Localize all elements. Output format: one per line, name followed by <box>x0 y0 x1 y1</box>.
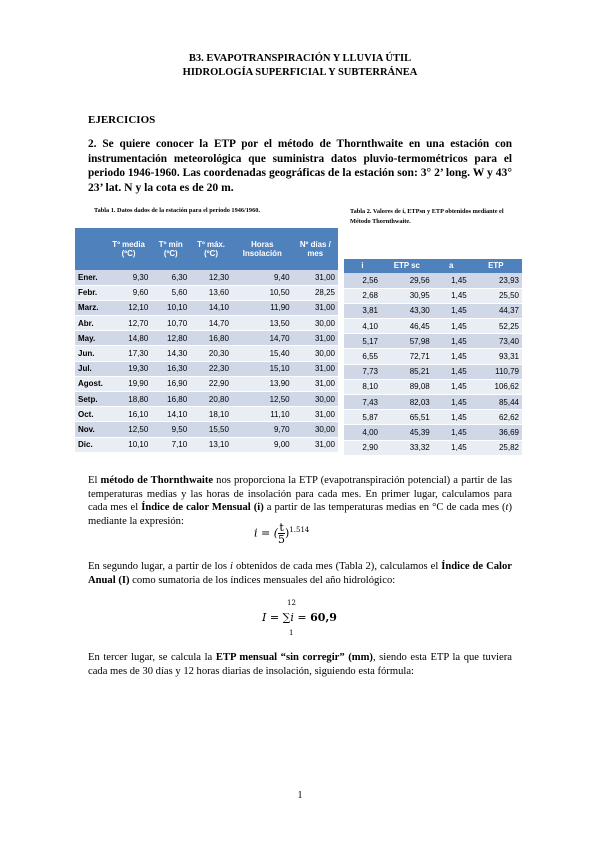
table-cell: 89,08 <box>381 379 433 394</box>
table-cell: 43,30 <box>381 303 433 318</box>
table-row <box>344 288 522 303</box>
table-cell: 6,55 <box>344 349 381 364</box>
section-title: EJERCICIOS <box>88 114 156 126</box>
table-cell: 93,31 <box>470 349 522 364</box>
table-cell: 13,50 <box>232 316 293 331</box>
formula1-rhs: ) <box>285 526 290 540</box>
para2-text-3: como sumatoria de los índices mensuales del año hidrológico: <box>129 574 396 586</box>
table-cell: 9,60 <box>106 285 151 300</box>
table-cell: 11,10 <box>232 407 293 422</box>
table-row <box>344 319 522 334</box>
table-row <box>344 273 522 288</box>
table-cell: 46,45 <box>381 319 433 334</box>
table-cell: 22,30 <box>190 361 232 376</box>
para3-text-1: En tercer lugar, se calcula la <box>88 652 216 663</box>
table-cell: 57,98 <box>381 334 433 349</box>
table-cell: 25,50 <box>470 288 522 303</box>
table-cell: 7,43 <box>344 395 381 410</box>
table-cell: 3,81 <box>344 303 381 318</box>
para1-text-3: a partir de las temperaturas medias en °C de cada mes ( <box>263 502 506 514</box>
para1-text-2: nos proporciona la ETP (evapotranspiración potencial) a partir de las temperaturas medias y las horas de insolación para cada mes. En primer lugar, calculamos para cada mes el <box>88 475 512 514</box>
table-cell: 19,30 <box>106 361 151 376</box>
formula2-upper-limit: 12 <box>287 599 296 607</box>
table-row <box>75 300 338 315</box>
table-cell: 10,10 <box>151 300 190 315</box>
station-data-table <box>75 228 338 453</box>
table-cell: 30,00 <box>293 422 338 437</box>
table-row <box>344 364 522 379</box>
table-cell: 1,45 <box>433 288 470 303</box>
table-cell: 1,45 <box>433 334 470 349</box>
table-cell: 4,00 <box>344 425 381 440</box>
table-row <box>75 361 338 376</box>
table-cell: 31,00 <box>293 407 338 422</box>
table2-header-cell: i <box>344 259 381 273</box>
table-row <box>75 316 338 331</box>
table1-header-cell: Tº media (ºC) <box>106 228 151 270</box>
month-label: Abr. <box>75 316 106 331</box>
table2-header-cell: a <box>433 259 470 273</box>
header-line-1: B3. EVAPOTRANSPIRACIÓN Y LLUVIA ÚTIL <box>188 53 412 64</box>
table-cell: 12,50 <box>106 422 151 437</box>
table-cell: 9,40 <box>232 270 293 285</box>
annual-heat-index-formula <box>262 599 342 639</box>
table-cell: 15,40 <box>232 346 293 361</box>
para1-bold-1: método de Thornthwaite <box>100 475 214 486</box>
table-row <box>344 440 522 455</box>
table-cell: 1,45 <box>433 364 470 379</box>
table-cell: 30,95 <box>381 288 433 303</box>
table-cell: 5,87 <box>344 410 381 425</box>
table1-header-cell: Nº días / mes <box>293 228 338 270</box>
table-cell: 12,80 <box>151 331 190 346</box>
month-label: Agost. <box>75 376 106 391</box>
table-cell: 1,45 <box>433 273 470 288</box>
table-cell: 73,40 <box>470 334 522 349</box>
table-cell: 12,30 <box>190 270 232 285</box>
table2-body <box>344 273 522 455</box>
table-cell: 36,69 <box>470 425 522 440</box>
table-cell: 31,00 <box>293 376 338 391</box>
table-row <box>344 334 522 349</box>
formula1-fraction <box>278 522 285 545</box>
table-row <box>75 346 338 361</box>
problem-text-a: 2. Se quiere conocer la ETP por el método de Thornthwaite en una estación con instrumentación meteorológica que suministra datos pluvio-termométricos para el periodo 1946-1960. <box>88 138 512 180</box>
formula1-lhs: i = ( <box>254 526 279 540</box>
table-cell: 45,39 <box>381 425 433 440</box>
table-cell: 5,17 <box>344 334 381 349</box>
table-cell: 19,90 <box>106 376 151 391</box>
thornthwaite-results-table <box>344 259 522 456</box>
formula2-lower-limit: 1 <box>289 629 294 637</box>
table-cell: 14,70 <box>190 316 232 331</box>
table-cell: 106,62 <box>470 379 522 394</box>
month-label: Setp. <box>75 392 106 407</box>
table1-caption: Tabla 1. Datos dados de la estación para el periodo 1946/1960. <box>94 207 260 214</box>
page-number: 1 <box>297 790 303 801</box>
month-label: Dic. <box>75 437 106 452</box>
table-cell: 6,30 <box>151 270 190 285</box>
paragraph-annual-index <box>88 560 512 587</box>
table-cell: 82,03 <box>381 395 433 410</box>
para2-italic-1: i <box>230 561 233 572</box>
table-cell: 31,00 <box>293 361 338 376</box>
table-cell: 30,00 <box>293 316 338 331</box>
table-cell: 30,00 <box>293 392 338 407</box>
table-row <box>75 285 338 300</box>
table-cell: 85,21 <box>381 364 433 379</box>
table-cell: 1,45 <box>433 395 470 410</box>
table-cell: 11,90 <box>232 300 293 315</box>
table-cell: 13,60 <box>190 285 232 300</box>
table-cell: 8,10 <box>344 379 381 394</box>
month-label: Marz. <box>75 300 106 315</box>
table-row <box>75 422 338 437</box>
table-cell: 18,10 <box>190 407 232 422</box>
table-cell: 10,50 <box>232 285 293 300</box>
table-cell: 65,51 <box>381 410 433 425</box>
table-cell: 2,90 <box>344 440 381 455</box>
para1-italic-1: t <box>505 502 509 514</box>
table-cell: 1,45 <box>433 349 470 364</box>
table-cell: 15,10 <box>232 361 293 376</box>
table-cell: 4,10 <box>344 319 381 334</box>
table-cell: 31,00 <box>293 270 338 285</box>
table-row <box>75 437 338 452</box>
para3-bold-1: ETP mensual “sin corregir” (mm) <box>215 652 373 663</box>
para1-text-4: ) mediante la expresión: <box>88 502 513 527</box>
table-cell: 5,60 <box>151 285 190 300</box>
para1-text-1: El <box>88 475 101 486</box>
table-cell: 12,10 <box>106 300 151 315</box>
table1-body <box>75 270 338 452</box>
table-cell: 9,50 <box>151 422 190 437</box>
month-label: Nov. <box>75 422 106 437</box>
problem-statement <box>88 137 512 195</box>
table-cell: 9,70 <box>232 422 293 437</box>
formula2-expr: I = ∑i = <box>262 611 311 624</box>
table1-header-cell: Horas Insolación <box>232 228 293 270</box>
table-cell: 25,82 <box>470 440 522 455</box>
table-row <box>344 303 522 318</box>
document-header <box>0 52 600 80</box>
table-cell: 20,80 <box>190 392 232 407</box>
month-label: May. <box>75 331 106 346</box>
table-cell: 9,00 <box>232 437 293 452</box>
table-cell: 44,37 <box>470 303 522 318</box>
formula2-expression <box>262 611 337 624</box>
para2-text-2: obtenidos de cada mes (Tabla 2), calculamos el <box>232 561 442 572</box>
month-label: Jun. <box>75 346 106 361</box>
header-line-2: HIDROLOGÍA SUPERFICIAL Y SUBTERRÁNEA <box>182 67 418 78</box>
table-cell: 28,25 <box>293 285 338 300</box>
formula1-numerator: t <box>279 521 284 534</box>
table-row <box>344 349 522 364</box>
month-label: Ener. <box>75 270 106 285</box>
table2-header-row <box>344 259 522 273</box>
table-cell: 85,44 <box>470 395 522 410</box>
table-row <box>75 392 338 407</box>
table-cell: 110,79 <box>470 364 522 379</box>
table-cell: 9,30 <box>106 270 151 285</box>
table-row <box>344 395 522 410</box>
table-cell: 33,32 <box>381 440 433 455</box>
paragraph-method <box>88 474 512 528</box>
table-cell: 16,90 <box>151 376 190 391</box>
table-cell: 29,56 <box>381 273 433 288</box>
table-cell: 1,45 <box>433 425 470 440</box>
para2-bold-1: Índice de Calor Anual (I) <box>88 561 512 586</box>
table-cell: 15,50 <box>190 422 232 437</box>
table-row <box>344 379 522 394</box>
problem-text-b: Las coordenadas geográficas de la estación son: 3° 2’ long. W y 43° 23’ lat. N y la cota es de 20 m. <box>88 166 512 194</box>
table-cell: 13,10 <box>190 437 232 452</box>
table-cell: 16,80 <box>151 392 190 407</box>
table-cell: 10,10 <box>106 437 151 452</box>
table-row <box>75 331 338 346</box>
table-cell: 1,45 <box>433 303 470 318</box>
table-cell: 12,70 <box>106 316 151 331</box>
table-cell: 30,00 <box>293 346 338 361</box>
table-cell: 10,70 <box>151 316 190 331</box>
table-cell: 1,45 <box>433 379 470 394</box>
table1-header-cell: Tº min (ºC) <box>151 228 190 270</box>
table-cell: 14,10 <box>151 407 190 422</box>
table-cell: 31,00 <box>293 437 338 452</box>
table1-header-cell <box>75 228 106 270</box>
table-cell: 20,30 <box>190 346 232 361</box>
month-label: Febr. <box>75 285 106 300</box>
table2-header-cell: ETP sc <box>381 259 433 273</box>
table-cell: 18,80 <box>106 392 151 407</box>
table-cell: 16,30 <box>151 361 190 376</box>
paragraph-uncorrected-etp <box>88 651 512 678</box>
table-cell: 17,30 <box>106 346 151 361</box>
table2-caption: Tabla 2. Valores de i, ETPsn y ETP obtenidos mediante el Método Thornthwaite. <box>350 208 504 225</box>
table-cell: 72,71 <box>381 349 433 364</box>
table-row <box>75 407 338 422</box>
table-cell: 7,73 <box>344 364 381 379</box>
table-cell: 31,00 <box>293 300 338 315</box>
monthly-heat-index-formula <box>254 522 309 545</box>
table-cell: 1,45 <box>433 440 470 455</box>
table1-header-row <box>75 228 338 270</box>
table1-header-cell: Tº máx. (ºC) <box>190 228 232 270</box>
month-label: Jul. <box>75 361 106 376</box>
table2-header-cell: ETP <box>470 259 522 273</box>
para1-bold-2: Índice de calor Mensual (i) <box>141 502 264 514</box>
formula1-denominator: 5 <box>278 533 286 546</box>
table-cell: 1,45 <box>433 410 470 425</box>
table-cell: 1,45 <box>433 319 470 334</box>
table-cell: 2,68 <box>344 288 381 303</box>
formula1-exponent: 1.514 <box>289 525 310 534</box>
table-cell: 14,30 <box>151 346 190 361</box>
table-cell: 16,80 <box>190 331 232 346</box>
table-cell: 14,80 <box>106 331 151 346</box>
table-cell: 22,90 <box>190 376 232 391</box>
table-cell: 23,93 <box>470 273 522 288</box>
table-cell: 2,56 <box>344 273 381 288</box>
para2-text-1: En segundo lugar, a partir de los <box>88 561 231 572</box>
table-cell: 12,50 <box>232 392 293 407</box>
table-row <box>344 425 522 440</box>
table-cell: 16,10 <box>106 407 151 422</box>
table-row <box>75 376 338 391</box>
table-row <box>344 410 522 425</box>
table-cell: 13,90 <box>232 376 293 391</box>
table-cell: 62,62 <box>470 410 522 425</box>
table-cell: 14,70 <box>232 331 293 346</box>
table-cell: 7,10 <box>151 437 190 452</box>
table-row <box>75 270 338 285</box>
formula2-result: 60,9 <box>310 611 337 624</box>
table-cell: 14,10 <box>190 300 232 315</box>
para3-text-2: , siendo esta ETP la que tuviera cada mes de 30 días y 12 horas diarias de insolación, siguiendo esta fórmula: <box>88 652 512 677</box>
month-label: Oct. <box>75 407 106 422</box>
table-cell: 31,00 <box>293 331 338 346</box>
table-cell: 52,25 <box>470 319 522 334</box>
